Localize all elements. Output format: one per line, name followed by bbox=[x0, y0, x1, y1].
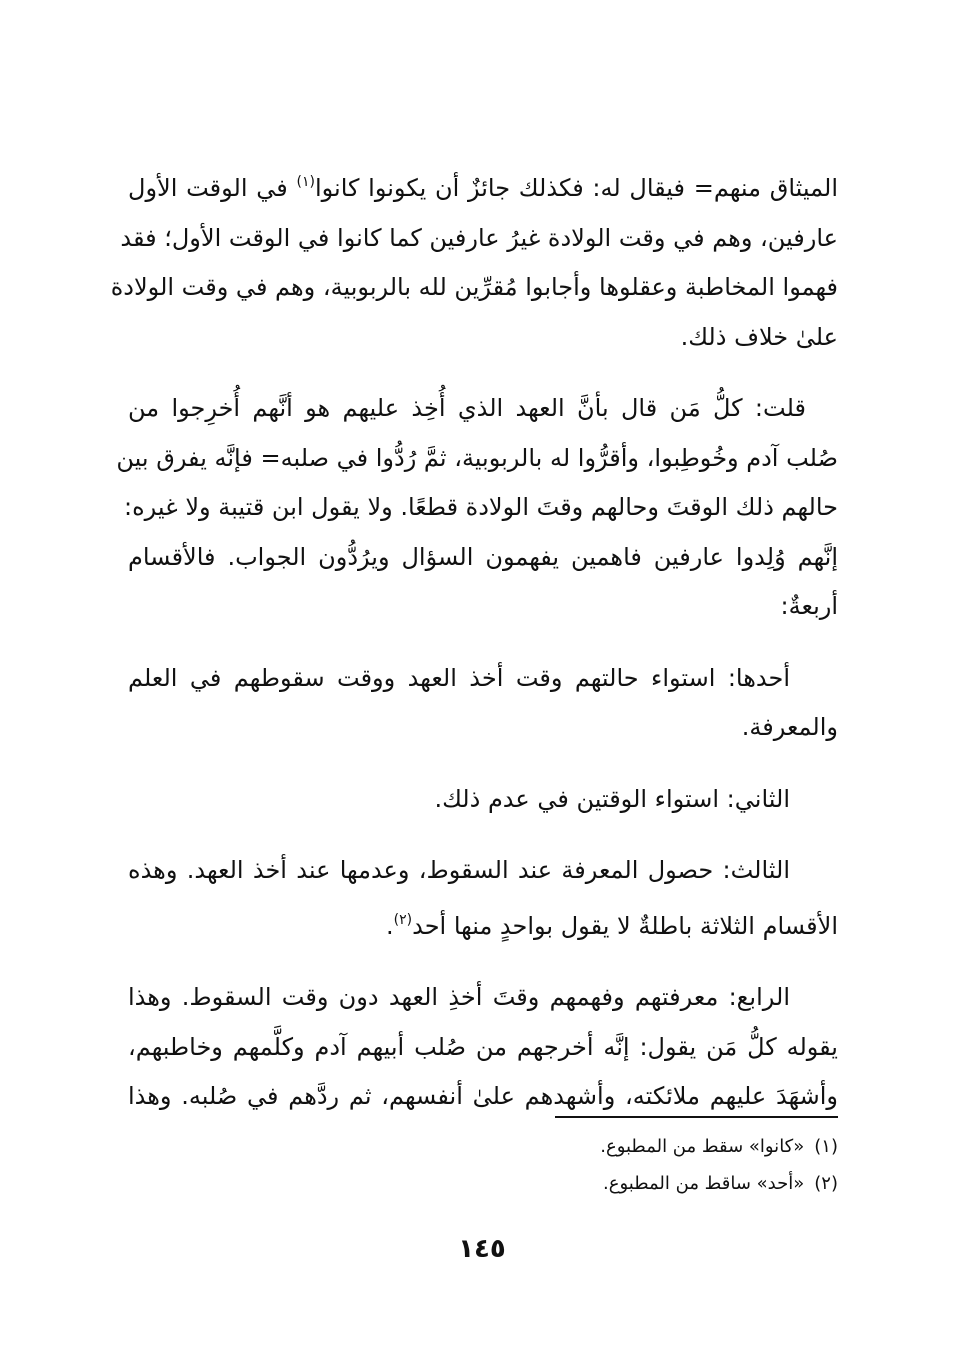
paragraph-3 bbox=[128, 654, 838, 753]
paragraph-1 bbox=[110, 158, 838, 362]
text-line: الرابع: معرفتهم وفهمهم وقتَ أخذِ العهد دون وقت السقوط. وهذا bbox=[128, 983, 790, 1011]
text-line: الثاني: استواء الوقتين في عدم ذلك. bbox=[434, 784, 790, 813]
text-line bbox=[128, 158, 838, 214]
footnote-ref-2[interactable]: (٢) bbox=[393, 911, 413, 928]
text-line: أربعةٌ: bbox=[780, 592, 838, 620]
text-run: الأقسام الثلاثة باطلةٌ لا يقول بواحدٍ منها أحد bbox=[412, 911, 838, 940]
paragraph-2 bbox=[116, 384, 838, 632]
text-line: يقوله كلُّ مَن يقول: إنَّه أخرجهم من صُلب أبيهم آدم وكلَّمهم وخاطبهم، bbox=[128, 1032, 838, 1061]
footnote-text: «كانوا» سقط من المطبوع. bbox=[600, 1136, 805, 1157]
footnote-2 bbox=[400, 1165, 838, 1202]
main-text bbox=[110, 158, 838, 1144]
text-run: الميثاق منهم= فيقال له: فكذلك جائزٌ أن يكونوا كانوا bbox=[314, 174, 838, 202]
footnotes bbox=[400, 1128, 838, 1202]
text-line: علىٰ خلاف ذلك. bbox=[680, 322, 838, 351]
text-line: والمعرفة. bbox=[741, 713, 838, 741]
text-line: قلت: كلُّ مَن قال بأنَّ العهد الذي أُخِذ عليهم هو أنَّهم أُخرِجوا من bbox=[128, 394, 806, 422]
page-number: ١٤٥ bbox=[458, 1234, 506, 1264]
text-line: حالهم ذلك الوقتَ وحالهم وقتَ الولادة قطعًا. ولا يقول ابن قتيبة ولا غيره: bbox=[124, 493, 838, 521]
text-line: فهموا المخاطبة وعقلوها وأجابوا مُقرِّين لله بالربوبية، وهم في وقت الولادة bbox=[110, 273, 838, 301]
text-run: . bbox=[385, 911, 394, 940]
footnote-1 bbox=[400, 1128, 838, 1165]
text-run: في الوقت الأول bbox=[128, 174, 297, 202]
text-line: الثالث: حصول المعرفة عند السقوط، وعدمها عند أخذ العهد. وهذه bbox=[128, 856, 790, 884]
text-line: أحدها: استواء حالتهم وقت أخذ العهد ووقت سقوطهم في العلم bbox=[128, 663, 790, 692]
footnote-text: «أحد» ساقط من المطبوع. bbox=[603, 1173, 805, 1194]
footnote-number: (١) bbox=[814, 1136, 838, 1157]
text-line: إنَّهم وُلِدوا عارفين فاهمين يفهمون السؤال ويرُدُّون الجواب. فالأقسام bbox=[128, 542, 838, 571]
footnote-number: (٢) bbox=[814, 1173, 838, 1194]
paragraph-6 bbox=[128, 973, 838, 1122]
paragraph-4 bbox=[128, 775, 838, 825]
text-line: صُلب آدم وخُوطِبوا، وأقرُّوا له بالربوبية، ثمَّ رُدُّوا في صلبه= فإنَّه يفرق بين bbox=[116, 443, 838, 472]
text-line: وأشهَدَ عليهم ملائكته، وأشهدهم علىٰ أنفسهم، ثم ردَّهم في صُلبه. وهذا bbox=[128, 1082, 838, 1110]
text-line: عارفين، وهم في وقت الولادة غيرُ عارفين كما كانوا في الوقت الأول؛ فقد bbox=[120, 223, 838, 252]
footnote-divider bbox=[555, 1116, 838, 1118]
footnote-ref-1[interactable]: (١) bbox=[296, 174, 315, 190]
paragraph-5 bbox=[128, 846, 838, 951]
text-line bbox=[128, 896, 838, 952]
